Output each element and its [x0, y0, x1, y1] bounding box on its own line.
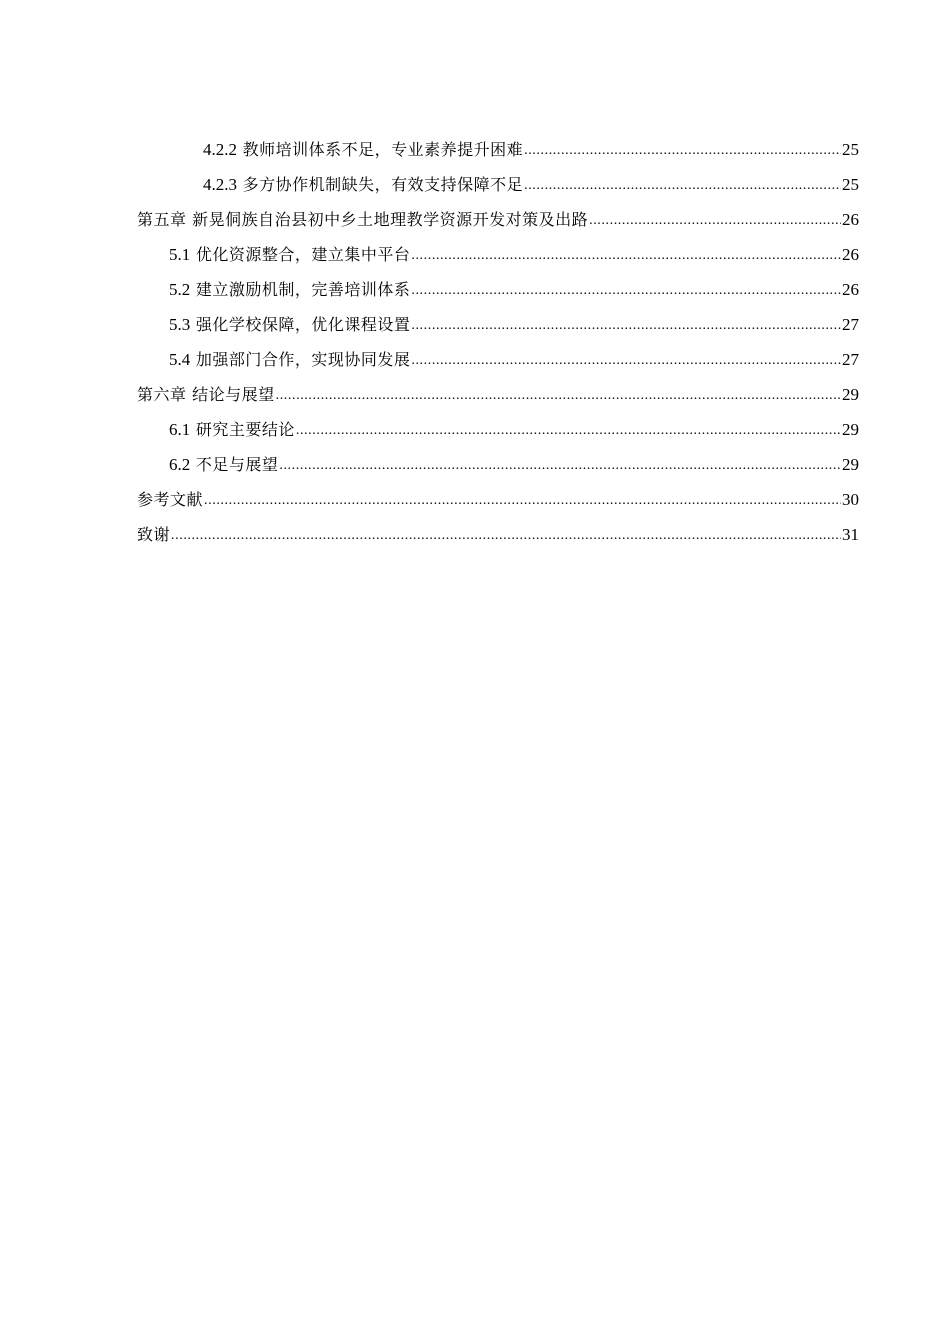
toc-entry-title: 第六章 结论与展望	[137, 385, 275, 404]
toc-leader-dots	[411, 308, 841, 343]
toc-entry-number: 5.4	[169, 350, 191, 369]
toc-entry-text	[169, 342, 410, 377]
toc-entry-5-1[interactable]	[137, 237, 859, 272]
toc-entry-title: 第五章 新晃侗族自治县初中乡土地理教学资源开发对策及出路	[137, 210, 589, 229]
toc-entry-5-4[interactable]	[137, 342, 859, 377]
toc-entry-text	[203, 167, 523, 202]
toc-leader-dots	[279, 448, 841, 483]
toc-leader-dots	[411, 238, 841, 273]
toc-entry-title: 加强部门合作，实现协同发展	[195, 350, 411, 369]
toc-leader-dots	[296, 413, 841, 448]
toc-leader-dots	[411, 273, 841, 308]
toc-entry-6-2[interactable]	[137, 447, 859, 482]
toc-entry-title: 强化学校保障，优化课程设置	[195, 315, 411, 334]
toc-page-number: 26	[842, 210, 859, 229]
toc-entry-title: 多方协作机制缺失，有效支持保障不足	[242, 175, 524, 194]
toc-leader-dots	[524, 168, 841, 203]
toc-page-number: 29	[842, 385, 859, 404]
toc-entry-text	[169, 412, 295, 447]
toc-entry-text	[169, 272, 410, 307]
toc-entry-title: 致谢	[137, 525, 171, 544]
toc-entry-title: 研究主要结论	[195, 420, 295, 439]
toc-leader-dots	[589, 203, 841, 238]
toc-page-number: 26	[842, 280, 859, 299]
toc-entry-number: 6.2	[169, 455, 191, 474]
toc-entry-chapter-6[interactable]	[137, 377, 859, 412]
toc-entry-text	[169, 447, 278, 482]
toc-entry-number: 6.1	[169, 420, 191, 439]
toc-page-number: 30	[842, 490, 859, 509]
toc-entry-chapter-5[interactable]	[137, 202, 859, 237]
toc-page-number: 27	[842, 350, 859, 369]
toc-page-number: 25	[842, 175, 859, 194]
toc-page-number: 29	[842, 455, 859, 474]
toc-entry-title: 优化资源整合，建立集中平台	[195, 245, 411, 264]
toc-leader-dots	[171, 518, 841, 553]
toc-entry-title: 不足与展望	[195, 455, 279, 474]
toc-entry-text	[169, 237, 410, 272]
toc-entry-number: 5.3	[169, 315, 191, 334]
toc-entry-title: 参考文献	[137, 490, 204, 509]
toc-entry-title: 教师培训体系不足，专业素养提升困难	[242, 140, 524, 159]
table-of-contents	[137, 132, 859, 552]
toc-entry-references[interactable]	[137, 482, 859, 517]
toc-entry-4-2-2[interactable]	[137, 132, 859, 167]
toc-leader-dots	[204, 483, 841, 518]
toc-entry-5-2[interactable]	[137, 272, 859, 307]
toc-page-number: 27	[842, 315, 859, 334]
toc-page-number: 26	[842, 245, 859, 264]
toc-entry-text	[203, 132, 523, 167]
toc-entry-5-3[interactable]	[137, 307, 859, 342]
toc-entry-number: 5.2	[169, 280, 191, 299]
toc-entry-number: 4.2.3	[203, 175, 237, 194]
toc-entry-acknowledgements[interactable]	[137, 517, 859, 552]
toc-entry-title: 建立激励机制，完善培训体系	[195, 280, 411, 299]
toc-entry-text	[169, 307, 410, 342]
toc-leader-dots	[411, 343, 841, 378]
toc-page-number: 25	[842, 140, 859, 159]
toc-entry-number: 4.2.2	[203, 140, 237, 159]
toc-leader-dots	[524, 133, 841, 168]
toc-entry-number: 5.1	[169, 245, 191, 264]
toc-leader-dots	[276, 378, 841, 413]
toc-page-number: 31	[842, 525, 859, 544]
toc-entry-4-2-3[interactable]	[137, 167, 859, 202]
toc-entry-6-1[interactable]	[137, 412, 859, 447]
toc-page-number: 29	[842, 420, 859, 439]
